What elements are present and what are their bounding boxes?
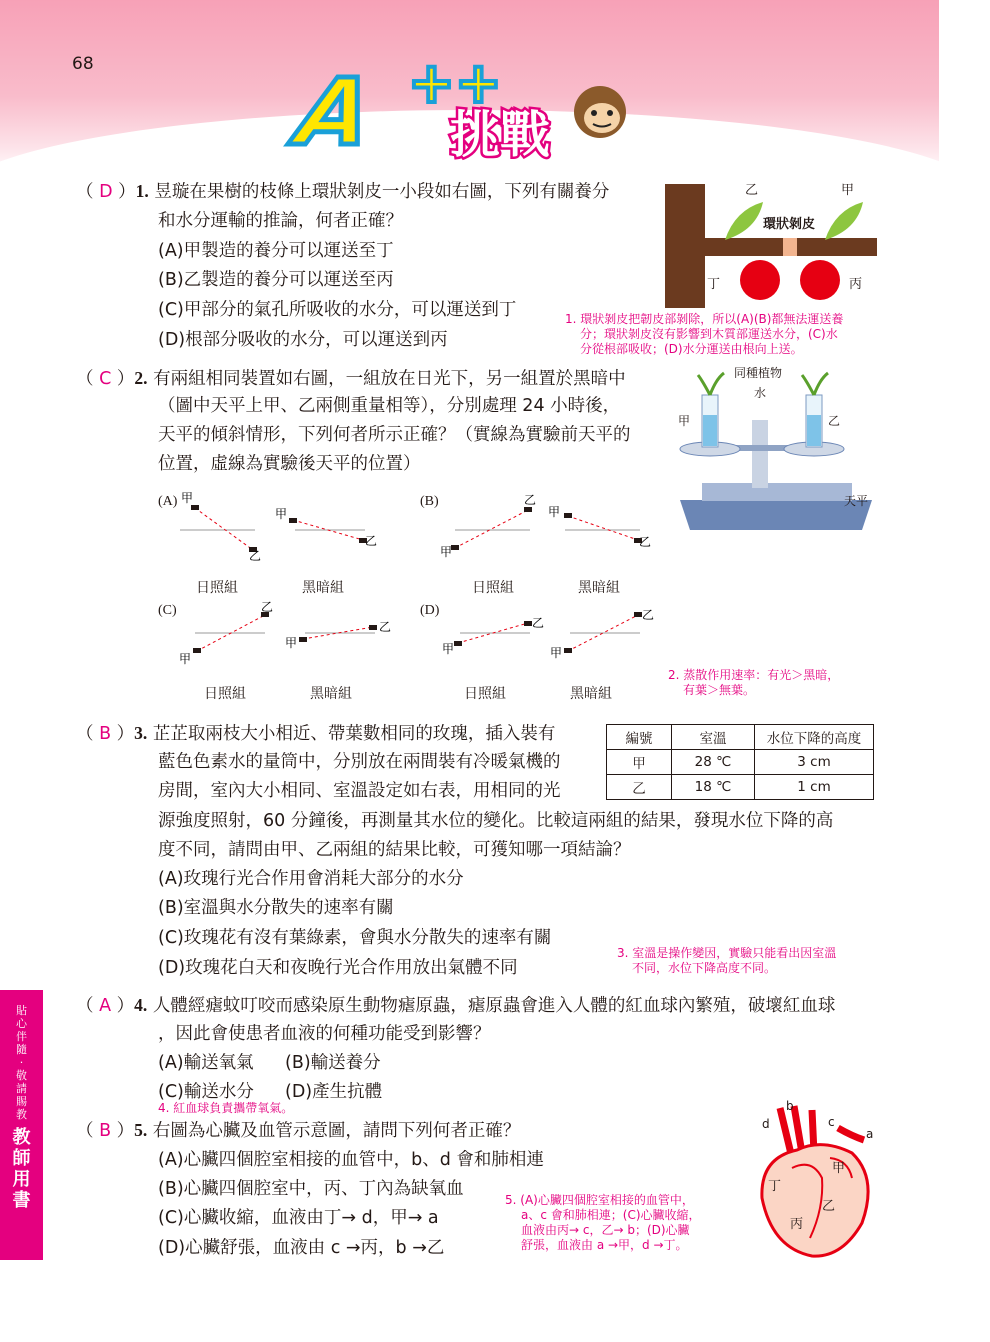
table-cell: 3 cm — [755, 750, 874, 775]
option-c: (C)心臟收縮，血液由丁→ d，甲→ a — [158, 1208, 439, 1228]
group-label: 黑暗組 — [570, 686, 612, 702]
svg-text:乙: 乙 — [642, 608, 655, 622]
option-c-diagram — [175, 597, 395, 672]
answer-note: 2. 蒸散作用速率：有光＞黑暗， 有葉＞無葉。 — [668, 668, 840, 697]
question-text: 房間，室內大小相同、室溫設定如右表，用相同的光 — [158, 781, 561, 801]
fig1-label: 丙 — [849, 277, 863, 292]
option-d: (D)心臟舒張，血液由 c →丙，b →乙 — [158, 1238, 445, 1258]
fig2-label: 乙 — [828, 414, 841, 428]
question-text: 右圖為心臟及血管示意圖，請問下列何者正確？ — [152, 1121, 521, 1141]
table-header: 水位下降的高度 — [755, 725, 874, 750]
question-1-header: （ D ）1. 昱璇在果樹的枝條上環狀剝皮一小段如右圖，下列有關養分 — [76, 181, 610, 202]
option-b: (B)室溫與水分散失的速率有關 — [158, 898, 394, 918]
svg-text:甲: 甲 — [440, 545, 453, 559]
svg-text:乙: 乙 — [532, 616, 545, 630]
svg-text:甲: 甲 — [442, 642, 455, 656]
temperature-table — [606, 724, 874, 800]
table-row — [607, 775, 874, 800]
table-row — [607, 750, 874, 775]
fig5-label: b — [786, 1099, 794, 1113]
option-b: (B)心臟四個腔室中，丙、丁內為缺氧血 — [158, 1179, 464, 1199]
page-number: 68 — [72, 54, 94, 74]
option-a-diagram — [175, 488, 378, 563]
side-tab-char: ‧ — [19, 1056, 24, 1069]
option-c: (C)玫瑰花有沒有葉綠素，會與水分散失的速率有關 — [158, 928, 552, 948]
side-tab-char: 請 — [16, 1082, 27, 1095]
question-text: 人體經瘧蚊叮咬而感染原生動物瘧原蟲，瘧原蟲會進入人體的紅血球內繁殖，破壞紅血球 — [152, 996, 836, 1016]
option-c-letter: (C) — [158, 603, 177, 618]
option-a: (A)甲製造的養分可以運送至丁 — [158, 241, 394, 261]
fig5-label: 丁 — [768, 1179, 782, 1194]
side-tab-char: 心 — [16, 1017, 27, 1030]
table-header: 編號 — [607, 725, 672, 750]
answer-note: 3. 室溫是操作變因，實驗只能看出因室溫 不同，水位下降高度不同。 — [617, 946, 837, 975]
option-b-diagram — [440, 488, 655, 563]
table-header: 室溫 — [672, 725, 755, 750]
option-b-letter: (B) — [420, 494, 439, 509]
answer-badge: D — [99, 182, 113, 202]
fig2-label: 天平 — [844, 494, 869, 508]
group-label: 日照組 — [464, 686, 506, 702]
table-cell: 甲 — [607, 750, 672, 775]
svg-text:乙: 乙 — [379, 620, 392, 634]
svg-text:乙: 乙 — [365, 534, 378, 548]
svg-text:甲: 甲 — [548, 505, 561, 519]
svg-text:甲: 甲 — [285, 636, 298, 650]
table-cell: 28 ℃ — [672, 750, 755, 775]
question-text: （圖中天平上甲、乙兩側重量相等），分別處理 24 小時後， — [158, 396, 621, 416]
question-number: 2. — [134, 368, 148, 388]
side-tab-title-char: 師 — [12, 1148, 31, 1169]
question-text: ，因此會使患者血液的何種功能受到影響？ — [158, 1024, 491, 1044]
option-d: (D)玫瑰花白天和夜晚行光合作用放出氣體不同 — [158, 958, 518, 978]
balance-figure — [672, 365, 882, 535]
group-label: 日照組 — [472, 580, 514, 596]
question-text: 度不同，請問由甲、乙兩組的結果比較，可獲知哪一項結論？ — [158, 840, 631, 860]
svg-text:乙: 乙 — [249, 549, 262, 563]
option-a: (A)輸送氧氣 — [158, 1053, 254, 1073]
option-a: (A)玫瑰行光合作用會消耗大部分的水分 — [158, 869, 464, 889]
group-label: 黑暗組 — [310, 686, 352, 702]
fig5-label: 甲 — [832, 1161, 846, 1176]
fig5-label: d — [762, 1117, 770, 1131]
answer-badge: A — [99, 996, 112, 1016]
fig5-label: 丙 — [790, 1217, 804, 1232]
question-text: 昱璇在果樹的枝條上環狀剝皮一小段如右圖，下列有關養分 — [154, 182, 610, 202]
side-tab-char: 教 — [16, 1108, 27, 1121]
group-label: 日照組 — [196, 580, 238, 596]
fig5-label: a — [866, 1127, 874, 1141]
svg-text:乙: 乙 — [639, 535, 652, 549]
option-d-letter: (D) — [420, 603, 440, 618]
question-text: 天平的傾斜情形，下列何者所示正確？（實線為實驗前天平的 — [158, 425, 631, 445]
svg-text:乙: 乙 — [261, 600, 274, 614]
logo-plus: ++ — [408, 51, 502, 116]
side-tab-char: 賜 — [16, 1095, 27, 1108]
fig5-label: 乙 — [822, 1199, 836, 1214]
question-3-header: （ B ）3. 芷芷取兩枝大小相近、帶葉數相同的玫瑰，插入裝有 — [76, 723, 556, 744]
question-4-header: （ A ）4. 人體經瘧蚊叮咬而感染原生動物瘧原蟲，瘧原蟲會進入人體的紅血球內繁殖，破壞紅血球 — [76, 995, 836, 1016]
group-label: 日照組 — [204, 686, 246, 702]
question-text: 藍色色素水的量筒中，分別放在兩間裝有冷暖氣機的 — [158, 752, 561, 772]
option-d: (D)產生抗體 — [285, 1082, 383, 1102]
question-number: 4. — [134, 995, 148, 1015]
question-2-header: （ C ）2. 有兩組相同裝置如右圖，一組放在日光下，另一組置於黑暗中 — [76, 368, 626, 389]
fig1-label: 甲 — [841, 183, 855, 198]
heart-figure — [752, 1098, 882, 1262]
answer-note: 1. 環狀剝皮把韌皮部剝除，所以(A)(B)都無法運送養 分；環狀剝皮沒有影響到木質部運送水分，(C)水 分從根部吸收；(D)水分運送由根向上送。 — [565, 312, 844, 356]
answer-note: 4. 紅血球負責攜帶氧氣。 — [158, 1101, 294, 1115]
option-b: (B)輸送養分 — [285, 1053, 381, 1073]
option-c: (C)輸送水分 — [158, 1082, 254, 1102]
monkey-mascot-icon — [574, 86, 626, 138]
answer-badge: B — [99, 1121, 112, 1141]
logo-title: 挑戰 — [450, 106, 550, 164]
question-number: 1. — [135, 181, 149, 201]
svg-text:甲: 甲 — [550, 646, 563, 660]
challenge-logo — [289, 51, 640, 166]
question-text: 和水分運輸的推論，何者正確？ — [158, 211, 403, 231]
question-text: 芷芷取兩枝大小相近、帶葉數相同的玫瑰，插入裝有 — [152, 724, 556, 744]
option-d: (D)根部分吸收的水分，可以運送到丙 — [158, 330, 448, 350]
answer-badge: B — [99, 724, 112, 744]
svg-text:甲: 甲 — [181, 491, 194, 505]
girdled-branch-figure — [665, 180, 880, 308]
group-label: 黑暗組 — [578, 580, 620, 596]
answer-note: 5. (A)心臟四個腔室相接的血管中， a、c 會和肺相連；(C)心臟收縮， 血液由丙→ c，乙→ b；(D)心臟 舒張，血液由 a →甲，d →丁。 — [505, 1193, 701, 1252]
fig2-label: 同種植物 — [734, 366, 783, 380]
side-tab-title-char: 用 — [12, 1169, 31, 1190]
logo-letter: A — [289, 58, 381, 166]
fig5-label: c — [828, 1115, 835, 1129]
side-tab-title-char: 教 — [12, 1127, 31, 1148]
side-tab-char: 敬 — [16, 1069, 27, 1082]
fig1-label: 乙 — [745, 183, 759, 198]
answer-badge: C — [99, 369, 112, 389]
teacher-edition-tab — [0, 990, 43, 1260]
side-tab-title-char: 書 — [12, 1190, 31, 1211]
side-tab-char: 伴 — [16, 1030, 27, 1043]
group-label: 黑暗組 — [302, 580, 344, 596]
svg-text:甲: 甲 — [179, 652, 192, 666]
option-d-diagram — [440, 597, 660, 672]
table-cell: 1 cm — [755, 775, 874, 800]
option-b: (B)乙製造的養分可以運送至丙 — [158, 270, 394, 290]
table-header-row — [607, 725, 874, 750]
svg-text:甲: 甲 — [275, 507, 288, 521]
side-tab-char: 隨 — [16, 1043, 27, 1056]
fig1-label: 丁 — [707, 277, 721, 292]
question-number: 3. — [134, 723, 148, 743]
side-tab-char: 貼 — [16, 1004, 27, 1017]
question-text: 源強度照射，60 分鐘後，再測量其水位的變化。比較這兩組的結果，發現水位下降的高 — [158, 811, 834, 831]
table-cell: 18 ℃ — [672, 775, 755, 800]
option-a-letter: (A) — [158, 494, 178, 509]
fig2-label: 甲 — [678, 414, 691, 428]
option-c: (C)甲部分的氣孔所吸收的水分，可以運送到丁 — [158, 300, 517, 320]
question-text: 有兩組相同裝置如右圖，一組放在日光下，另一組置於黑暗中 — [153, 369, 626, 389]
fig1-label: 環狀剝皮 — [763, 217, 816, 232]
question-5-header: （ B ）5. 右圖為心臟及血管示意圖，請問下列何者正確？ — [76, 1120, 521, 1141]
fig2-label: 水 — [754, 386, 767, 400]
question-number: 5. — [134, 1120, 148, 1140]
svg-text:乙: 乙 — [524, 493, 537, 507]
table-cell: 乙 — [607, 775, 672, 800]
question-text: 位置，虛線為實驗後天平的位置） — [158, 454, 421, 474]
option-a: (A)心臟四個腔室相接的血管中，b、d 會和肺相連 — [158, 1150, 544, 1170]
